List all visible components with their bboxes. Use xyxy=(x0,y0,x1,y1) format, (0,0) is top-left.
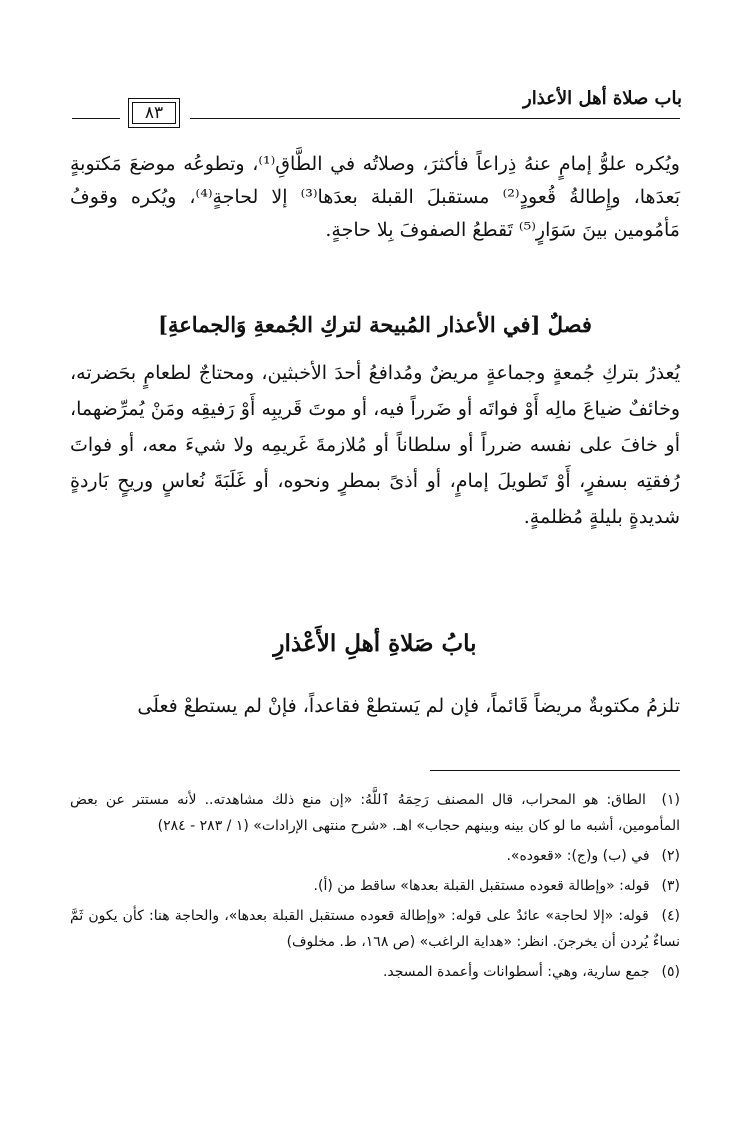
running-title: باب صلاة أهل الأعذار xyxy=(523,88,682,109)
footnote-number: (٢) xyxy=(661,848,680,864)
footnote xyxy=(70,843,680,869)
footnote-text: الطاق: هو المحراب، قال المصنف رَحِمَهُ ٱللَّهُ: «إن منع ذلك مشاهدته.. لأنه مستتر عن بعض المأمومين، أشبه ما لو كان بينه وبينهم حجاب» اهـ. «شرح منتهى الإرادات» (١ / ٢٨٣ - ٢٨٤) xyxy=(70,792,680,834)
footnote xyxy=(70,787,680,839)
footnote-number: (٣) xyxy=(661,878,680,894)
header-rule-left xyxy=(72,118,120,119)
footnote-number: (١) xyxy=(661,792,681,808)
footnote-rule xyxy=(430,770,680,771)
footnote-number: (٥) xyxy=(661,964,680,980)
footnotes xyxy=(70,787,680,989)
header-rule-right xyxy=(190,118,680,119)
footnote xyxy=(70,873,680,899)
chapter-heading: بابُ صَلاةِ أهلِ الأَعْذارِ xyxy=(273,630,477,657)
paragraph-2: يُعذرُ بتركِ جُمعةٍ وجماعةٍ مريضٌ ومُدافعُ أحدَ الأخبثين، ومحتاجٌ لطعامٍ بحَضرته، وخائفٌ ضياعَ مالِه أَوْ فواتَه أو ضَرراً فيه، أو موتَ قَريبِه أَوْ رَفيقِه ومَنْ يُمرِّضهما، أو خافَ على نفسه ضرراً أو سلطاناً أو مُلازمةَ غَريمِه ولا شيءَ معه، أو فواتَ رُفقتِه بسفرٍ، أَوْ تَطويلَ إمامٍ، أو أذىً بمطرٍ ونحوه، أو غَلَبَةَ نُعاسٍ وريحٍ بَاردةٍ شديدةٍ بليلةٍ مُظلمةٍ. xyxy=(70,362,680,528)
footnote xyxy=(70,959,680,985)
paragraph-1: ويُكره علوُّ إمامٍ عنهُ ذِراعاً فأكثرَ، وصلاتُه في الطَّاقِ⁽¹⁾، وتطوعُه موضعَ مَكتوبةٍ بَعدَها، وإِطالةُ قُعودٍ⁽²⁾ مستقبلَ القبلة بعدَها⁽³⁾ إلا لحاجةٍ⁽⁴⁾، ويُكره وقوفُ مَأمُومين بينَ سَوَارٍ⁽⁵⁾ تَقطعُ الصفوفَ بِلا حاجةٍ. xyxy=(70,153,680,241)
footnote-number: (٤) xyxy=(661,908,680,924)
section-heading: فصلٌ [في الأعذار المُبيحة لتركِ الجُمعةِ وَالجماعةِ] xyxy=(158,312,592,337)
footnote-text: قوله: «وإطالة قعوده مستقبل القبلة بعدها» ساقط من (أ). xyxy=(313,878,650,894)
footnote-text: جمع سارية، وهي: أسطوانات وأعمدة المسجد. xyxy=(382,964,650,980)
paragraph-3: تلزمُ مكتوبةٌ مريضاً قَائماً، فإن لم يَستطعْ فقاعداً، فإنْ لم يستطعْ فعلَى xyxy=(137,695,680,717)
footnote-text: في (ب) و(ج): «قعوده». xyxy=(506,848,650,864)
page-number-box xyxy=(128,98,180,128)
page-number: ٨٣ xyxy=(144,103,164,123)
page-number-frame xyxy=(132,102,176,124)
footnote xyxy=(70,903,680,955)
footnote-text: قوله: «إلا لحاجة» عائدٌ على قوله: «وإطالة قعوده مستقبل القبلة بعدها»، والحاجة هنا: كأن يكون ثَمَّ نساءٌ يُردن أن يخرجنَ. انظر: «هداية الراغب» (ص ١٦٨، ط. مخلوف) xyxy=(70,908,680,950)
